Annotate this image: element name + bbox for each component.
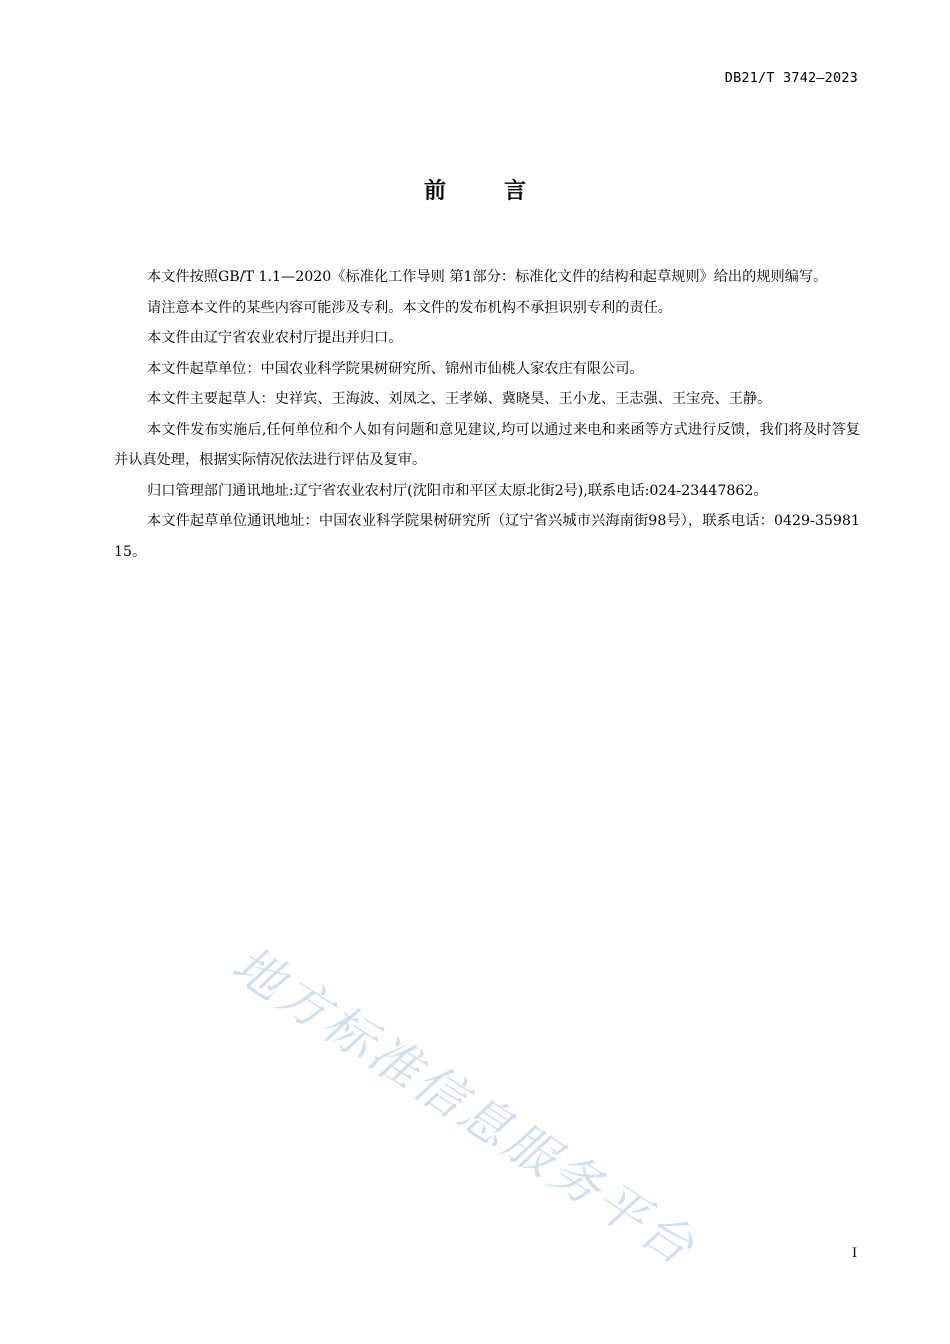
title-char-1: 前 [423,179,446,204]
foreword-body [114,262,860,567]
paragraph-standard-basis: 本文件按照GB/T 1.1—2020《标准化工作导则 第1部分：标准化文件的结构和起草规则》给出的规则编写。 [147,269,828,285]
paragraph-feedback: 本文件发布实施后,任何单位和个人如有问题和意见建议,均可以通过来电和来函等方式进行反馈，我们将及时答复并认真处理，根据实际情况依法进行评估及复审。 [114,421,860,468]
page-number: I [852,1246,858,1261]
paragraph-drafting-units: 本文件起草单位：中国农业科学院果树研究所、锦州市仙桃人家农庄有限公司。 [147,360,644,377]
paragraph-admin-address: 归口管理部门通讯地址:辽宁省农业农村厅(沈阳市和平区太原北街2号),联系电话:024-23447862。 [147,482,768,499]
paragraph-proposer: 本文件由辽宁省农业农村厅提出并归口。 [147,330,403,346]
paragraph-drafters: 本文件主要起草人：史祥宾、王海波、刘凤之、王孝娣、冀晓昊、王小龙、王志强、王宝亮、王静。 [147,391,772,407]
title-char-2: 言 [504,179,527,204]
document-code: DB21/T 3742—2023 [724,70,858,86]
watermark: 地方标准信息服务平台 [222,935,707,1278]
paragraph-patent-notice: 请注意本文件的某些内容可能涉及专利。本文件的发布机构不承担识别专利的责任。 [147,299,672,316]
paragraph-drafter-address: 本文件起草单位通讯地址：中国农业科学院果树研究所（辽宁省兴城市兴海南街98号），联系电话：0429-3598115。 [114,513,860,560]
page-title [0,174,950,205]
